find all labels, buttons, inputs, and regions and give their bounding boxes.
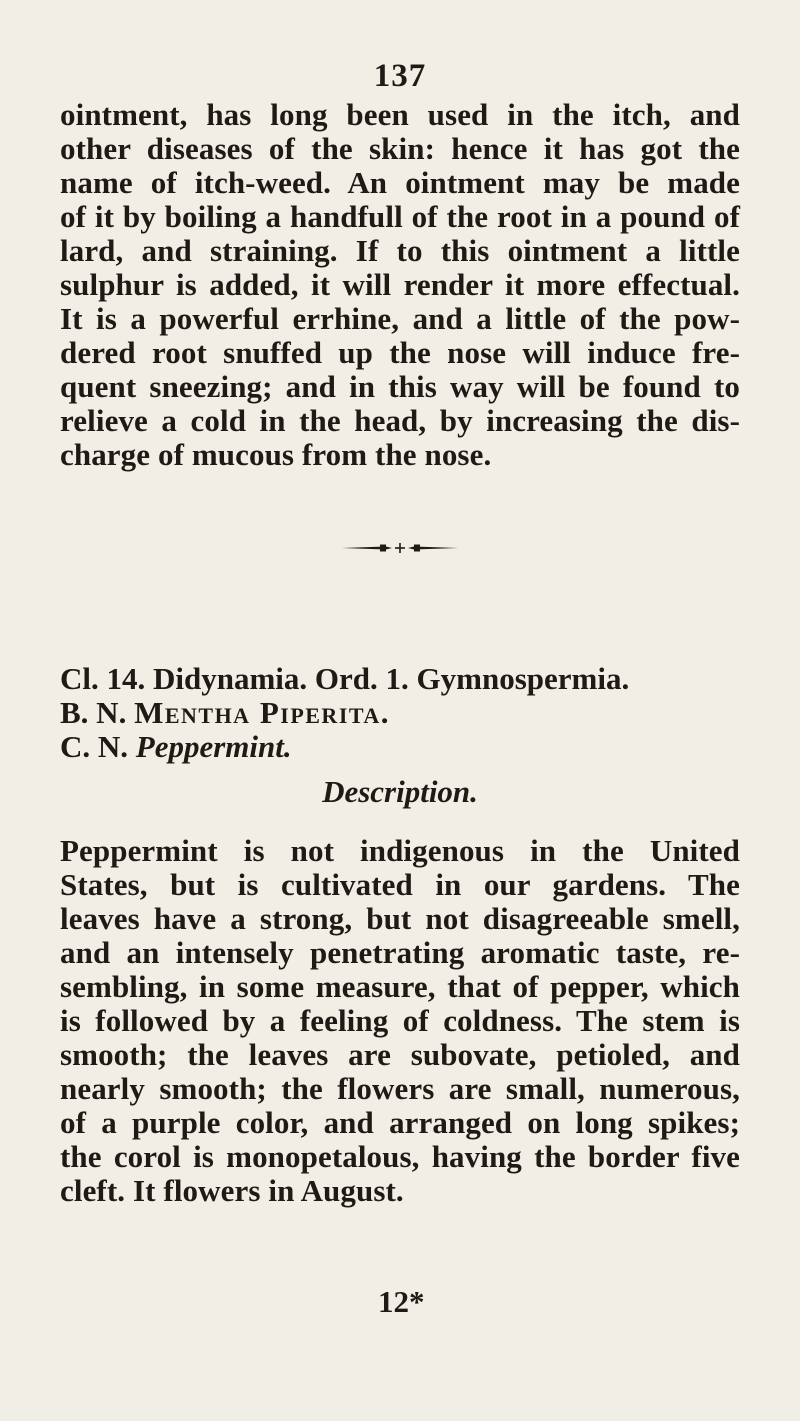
page-number: 137 [373,58,427,94]
text-line: name of itch-weed. An ointment may be made [60,165,740,200]
text-line: nearly smooth; the flowers are small, numerous, [60,1071,740,1106]
class-order-line: Cl. 14. Didynamia. Ord. 1. Gymnospermia. [60,661,630,696]
paragraph-itch-weed [60,98,740,472]
botanical-name: Mentha Piperita. [134,695,391,730]
text-line: charge of mucous from the nose. [60,437,492,472]
text-line: sulphur is added, it will render it more effectual. [60,267,740,302]
text-line: sembling, in some measure, that of pepper, which [60,969,740,1004]
text-line: the corol is monopetalous, having the border five [60,1139,740,1174]
description-heading: Description. [322,774,478,809]
text-line: relieve a cold in the head, by increasing the dis- [60,403,740,438]
text-line: quent sneezing; and in this way will be found to [60,369,740,404]
text-line: of a purple color, and arranged on long spikes; [60,1105,740,1140]
plant-classification [60,662,740,764]
common-name-line [60,730,740,764]
text-line: and an intensely penetrating aromatic taste, re- [60,935,740,970]
botanical-name-line [60,696,740,730]
text-line: ointment, has long been used in the itch, and [60,97,740,132]
paragraph-description [60,834,740,1208]
text-line: cleft. It flowers in August. [60,1173,404,1208]
text-line: dered root snuffed up the nose will induce fre- [60,335,740,370]
common-name-prefix: C. N. [60,729,129,764]
section-divider-ornament [342,542,458,554]
text-line: It is a powerful errhine, and a little of the pow- [60,301,740,336]
text-line: is followed by a feeling of coldness. The stem is [60,1003,740,1038]
text-line: leaves have a strong, but not disagreeable smell, [60,901,740,936]
text-line: Peppermint is not indigenous in the United [60,833,740,868]
signature-mark: 12* [378,1284,425,1319]
botanical-name-prefix: B. N. [60,695,127,730]
text-line: other diseases of the skin: hence it has got the [60,131,740,166]
text-line: States, but is cultivated in our gardens. The [60,867,740,902]
common-name: Peppermint. [135,729,292,764]
text-line: smooth; the leaves are subovate, petioled, and [60,1037,740,1072]
text-line: lard, and straining. If to this ointment a little [60,233,740,268]
text-line: of it by boiling a handfull of the root in a pound of [60,199,740,234]
